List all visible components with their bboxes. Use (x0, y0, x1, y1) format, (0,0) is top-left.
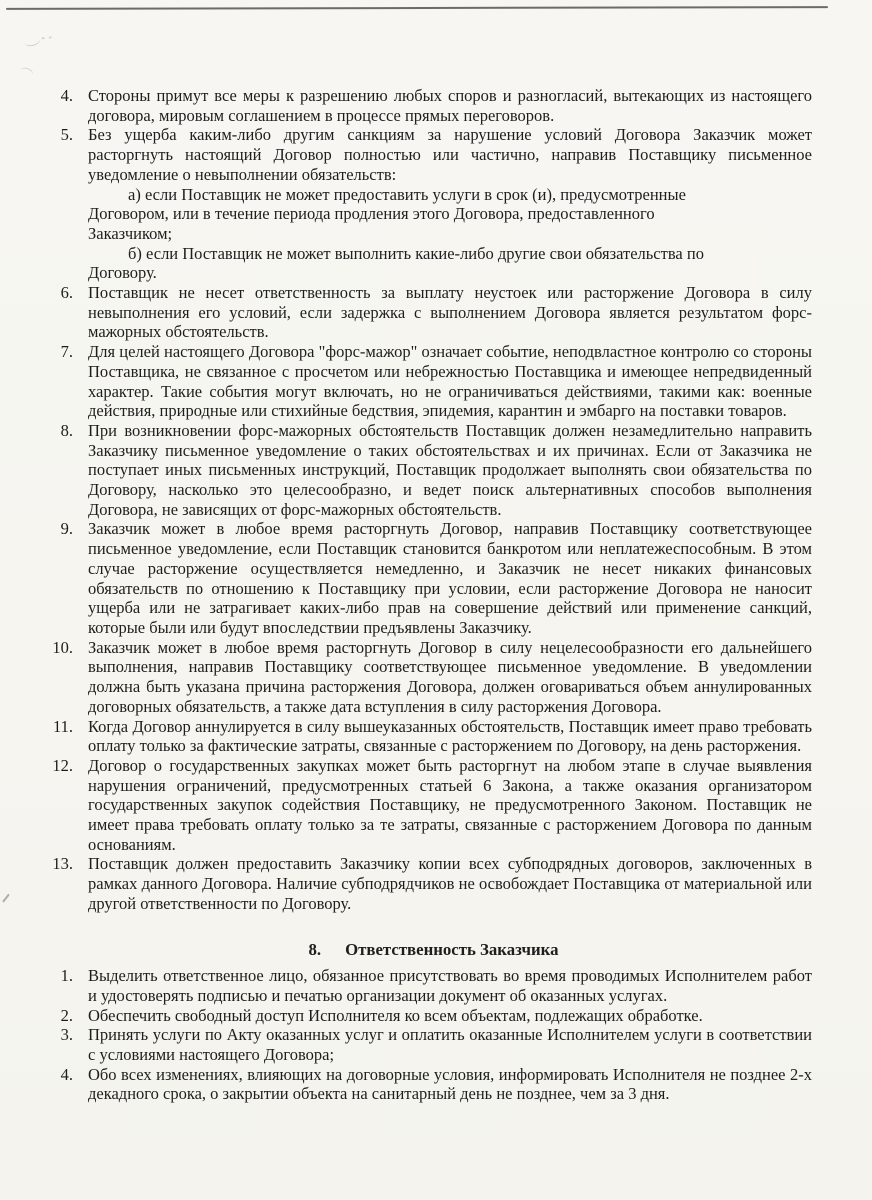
clause-text: Обо всех изменениях, влияющих на договорные условия, информировать Исполнителя не позднее 2-х декадного срока, о закрытии объекта на санитарный день не позднее, чем за 3 дня. (88, 1064, 812, 1104)
clause-6 (55, 283, 812, 342)
clause-12 (52, 755, 812, 855)
clause-number: 1. (60, 966, 73, 986)
clause-text: Обеспечить свободный доступ Исполнителя ко всем объектам, подлежащих обработке. (88, 1005, 703, 1025)
clause-number: 4. (60, 1064, 73, 1084)
clause-text: Выделить ответственное лицо, обязанное присутствовать во время проводимых Исполнителем работ и удостоверять подписью и печатью организации документ об оказанных услугах. (88, 966, 812, 1005)
clause-text: Поставщик не несет ответственность за выплату неустоек или расторжение Договора в силу невыполнения его условий, если задержка с выполнением Договора является результатом форс-мажорных обстоятельств. (88, 283, 812, 342)
clause-number: 2. (60, 1005, 73, 1025)
stray-pen-tick (2, 894, 9, 903)
section8-clause-1 (55, 966, 812, 1005)
clause-text: Поставщик должен предоставить Заказчику копии всех субподрядных договоров, заключенных в рамках данного Договора. Наличие субподрядчиков не освобождает Поставщика от материальной или другой ответственности по Договору. (88, 854, 812, 913)
clause-11 (52, 716, 812, 756)
clause-number: 3. (60, 1025, 73, 1045)
scan-edge-line (6, 6, 828, 10)
clause-text: Заказчик может в любое время расторгнуть Договор в силу нецелесообразности его дальнейшего выполнения, направив Поставщику соответствующее письменное уведомление. В уведомлении должна быть указана причина расторжения Договора, должен оговариваться объем аннулированных договорных обязательств, а также дата вступления в силу расторжения Договора. (88, 637, 812, 716)
clause-13 (52, 854, 812, 913)
section-8-heading (55, 940, 812, 960)
clause-text: Принять услуги по Акту оказанных услуг и оплатить оказанные Исполнителем услуги в соответствии с условиями настоящего Договора; (88, 1025, 812, 1065)
clause-5-subitem-b-line: Договору. (88, 263, 157, 283)
section-number: 8. (308, 939, 322, 959)
clause-number: 6. (60, 283, 73, 303)
pencil-mark-top (23, 34, 41, 48)
clause-number: 4. (60, 86, 73, 105)
clause-text: Без ущерба каким-либо другим санкциям за нарушение условий Договора Заказчик может расторгнуть настоящий Договор полностью или частично, направив Поставщику письменное уведомление о невыполнении обязательств: (88, 125, 812, 184)
clause-number: 7. (60, 342, 73, 362)
clause-text: Стороны примут все меры к разрешению любых споров и разногласий, вытекающих из настоящего договора, мировым соглашением в процессе прямых переговоров. (88, 86, 812, 125)
contract-text-block (52, 86, 812, 1104)
clause-5 (55, 125, 812, 283)
clause-9 (55, 519, 812, 637)
clause-text: Когда Договор аннулируется в силу вышеуказанных обстоятельств, Поставщик имеет право требовать оплату только за фактические затраты, связанные с расторжением по Договору, на день расторжения. (88, 716, 812, 756)
clause-number: 12. (52, 755, 73, 775)
clause-number: 10. (52, 637, 73, 657)
clause-number: 13. (52, 854, 73, 874)
section-title: Ответственность Заказчика (345, 939, 559, 959)
clause-number: 5. (60, 125, 73, 145)
clause-number: 11. (52, 716, 73, 736)
clause-5-subitem-b-line: б) если Поставщик не может выполнить какие-либо другие свои обязательства по (128, 243, 704, 263)
clause-5-subitem-a-line: Договором, или в течение периода продления этого Договора, предоставленного (88, 204, 655, 224)
clause-text: Для целей настоящего Договора "форс-мажор" означает событие, неподвластное контролю со стороны Поставщика, не связанное с просчетом или небрежностью Поставщика и имеющее непредвиденный характер. Такие события могут включать, но не ограничиваться действиями, такими как: военные действия, природные или стихийные бедствия, эпидемия, карантин и эмбарго на поставки товаров. (88, 342, 812, 421)
pencil-mark-lower (19, 66, 34, 79)
clause-text: Договор о государственных закупках может быть расторгнут на любом этапе в случае выявления нарушения ограничений, предусмотренных статьей 6 Закона, а также оказания организатором государственных закупок содействия Поставщику, не предусмотренного Законом. Поставщик не имеет права требовать оплату только за те затраты, связанные с расторжением Договора по данным основаниям. (88, 755, 812, 854)
section8-clause-2 (55, 1006, 812, 1026)
section8-clause-4 (55, 1065, 812, 1104)
clause-8 (55, 421, 812, 520)
section8-clause-3 (55, 1025, 812, 1064)
clause-text: При возникновении форс-мажорных обстоятельств Поставщик должен незамедлительно направить Заказчику письменное уведомление о таких обстоятельствах и их причинах. Если от Заказчика не поступает иных письменных инструкций, Поставщик продолжает выполнять свои обязательства по Договору, насколько это целесообразно, и ведет поиск альтернативных способов выполнения Договора, не зависящих от форс-мажорных обстоятельств. (88, 420, 812, 519)
clause-text: Заказчик может в любое время расторгнуть Договор, направив Поставщику соответствующее письменное уведомление, если Поставщик становится банкротом или неплатежеспособным. В этом случае расторжение осуществляется немедленно, и Заказчик не несет никаких финансовых обязательств по отношению к Поставщику при условии, если расторжение Договора не наносит ущерба или не затрагивает каких-либо прав на совершение действий или применение санкций, которые были или будут впоследствии предъявлены Заказчику. (88, 519, 812, 637)
clause-5-subitem-a-line: Заказчиком; (88, 223, 173, 243)
clause-10 (52, 637, 812, 717)
clause-number: 8. (60, 420, 73, 440)
clause-5-subitem-a-line: а) если Поставщик не может предоставить услуги в срок (и), предусмотренные (128, 184, 686, 204)
clause-number: 9. (60, 519, 73, 539)
clause-7 (55, 342, 812, 421)
clause-4 (55, 86, 812, 125)
